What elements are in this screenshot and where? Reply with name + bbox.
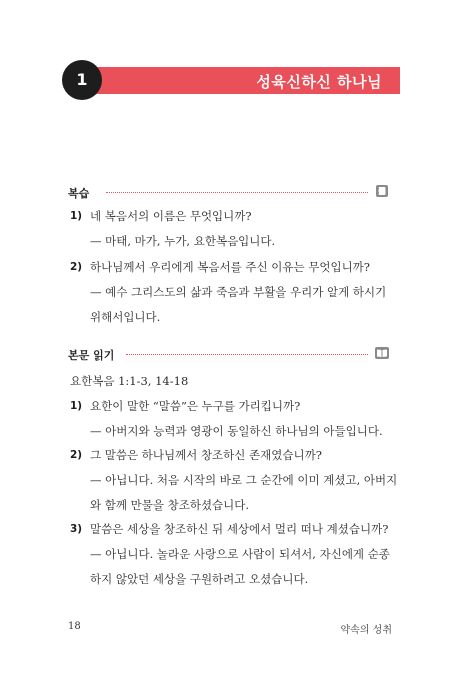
review-section-header	[68, 183, 390, 203]
answer-text: — 아버지와 능력과 영광이 동일하신 하나님의 아들입니다.	[90, 424, 383, 438]
question-text: 요한이 말한 “말씀”은 누구를 가리킵니까?	[90, 399, 301, 413]
reading-label: 본문 읽기	[68, 349, 115, 362]
question-number: 2)	[70, 261, 83, 273]
question-number: 3)	[70, 523, 83, 535]
answer-text: — 아닙니다. 놀라운 사랑으로 사람이 되셔서, 자신에게 순종	[90, 547, 390, 561]
question-text: 말씀은 세상을 창조하신 뒤 세상에서 멀리 떠나 계셨습니까?	[90, 522, 389, 536]
answer-text: — 마태, 마가, 누가, 요한복음입니다.	[90, 234, 276, 248]
open-book-icon	[374, 345, 390, 361]
page-number: 18	[68, 621, 81, 632]
answer-text: — 예수 그리스도의 삶과 죽음과 부활을 우리가 알게 하시기	[90, 285, 387, 299]
question-number: 1)	[70, 400, 83, 412]
reading-section-header	[68, 345, 390, 365]
question-text: 하나님께서 우리에게 복음서를 주신 이유는 무엇입니까?	[90, 260, 370, 274]
answer-text: 위해서입니다.	[90, 310, 161, 324]
passage-reference: 요한복음 1:1-3, 14-18	[70, 374, 189, 388]
question-text: 네 복음서의 이름은 무엇입니까?	[90, 209, 252, 223]
answer-text: 와 함께 만물을 창조하셨습니다.	[90, 498, 250, 512]
question-number: 2)	[70, 449, 83, 461]
section-divider	[126, 354, 368, 355]
chapter-number: 1	[62, 60, 102, 100]
question-text: 그 말씀은 하나님께서 창조하신 존재였습니까?	[90, 448, 322, 462]
section-divider	[106, 192, 368, 193]
question-number: 1)	[70, 210, 83, 222]
review-label: 복습	[68, 187, 90, 200]
chapter-title: 성육신하신 하나님	[256, 73, 382, 91]
chapter-banner	[87, 67, 400, 94]
notebook-icon	[374, 183, 390, 199]
book-title: 약속의 성취	[340, 625, 392, 636]
answer-text: — 아닙니다. 처음 시작의 바로 그 순간에 이미 계셨고, 아버지	[90, 473, 398, 487]
answer-text: 하지 않았던 세상을 구원하려고 오셨습니다.	[90, 572, 309, 586]
